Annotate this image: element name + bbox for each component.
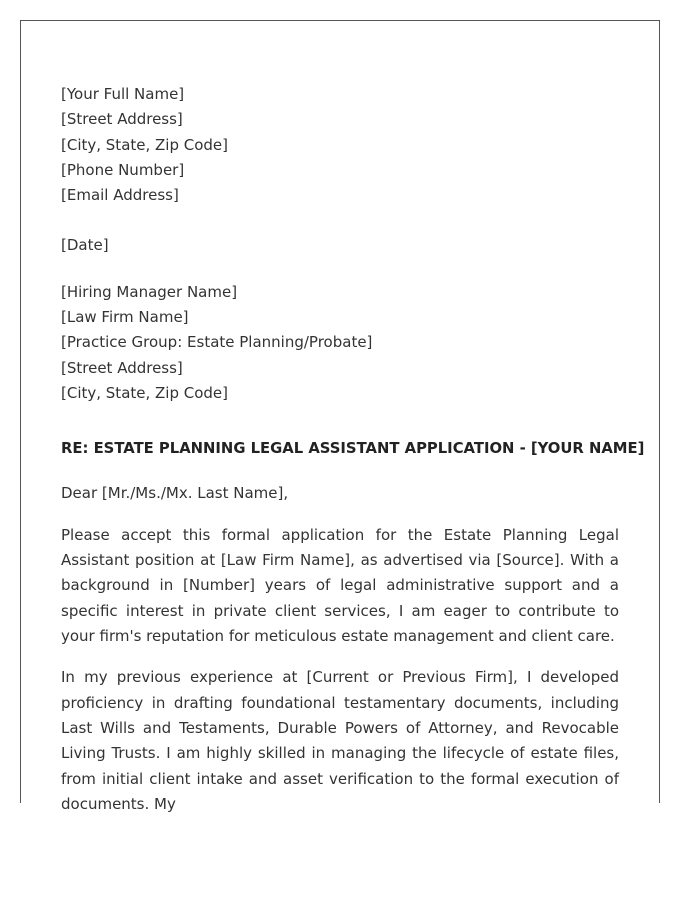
recipient-hiring-manager: [Hiring Manager Name] bbox=[61, 282, 238, 301]
body-paragraph: In my previous experience at [Current or Previous Firm], I developed proficiency in drafting foundational testamentary documents, including Last Wills and Testaments, Durable Powers of Attorney, and Revocable Living Trusts. I am highly skilled in managing the lifecycle of estate files, from initial client intake and asset verification to the formal execution of documents. My bbox=[61, 668, 619, 813]
recipient-street-address: [Street Address] bbox=[61, 358, 183, 377]
recipient-city-state-zip: [City, State, Zip Code] bbox=[61, 383, 229, 402]
sender-phone-number: [Phone Number] bbox=[61, 160, 185, 179]
sender-address-block bbox=[61, 82, 619, 208]
letter-body bbox=[61, 82, 645, 832]
subject-line: RE: ESTATE PLANNING LEGAL ASSISTANT APPLICATION - [YOUR NAME] bbox=[61, 440, 645, 458]
recipient-practice-group: [Practice Group: Estate Planning/Probate] bbox=[61, 333, 373, 352]
sender-street-address: [Street Address] bbox=[61, 110, 183, 129]
body-paragraph: Please accept this formal application for the Estate Planning Legal Assistant position at [Law Firm Name], as advertised via [Source]. With a background in [Number] years of legal administrative support and a specific interest in private client services, I am eager to contribute to your firm's reputation for meticulous estate management and client care. bbox=[61, 525, 619, 646]
letter-page bbox=[20, 20, 660, 813]
sender-full-name: [Your Full Name] bbox=[61, 85, 185, 103]
sender-email-address: [Email Address] bbox=[61, 186, 179, 205]
salutation: Dear [Mr./Ms./Mx. Last Name], bbox=[61, 483, 289, 502]
letter-date: [Date] bbox=[61, 236, 109, 255]
recipient-law-firm: [Law Firm Name] bbox=[61, 308, 189, 327]
sender-city-state-zip: [City, State, Zip Code] bbox=[61, 135, 229, 154]
recipient-address-block bbox=[61, 280, 619, 406]
